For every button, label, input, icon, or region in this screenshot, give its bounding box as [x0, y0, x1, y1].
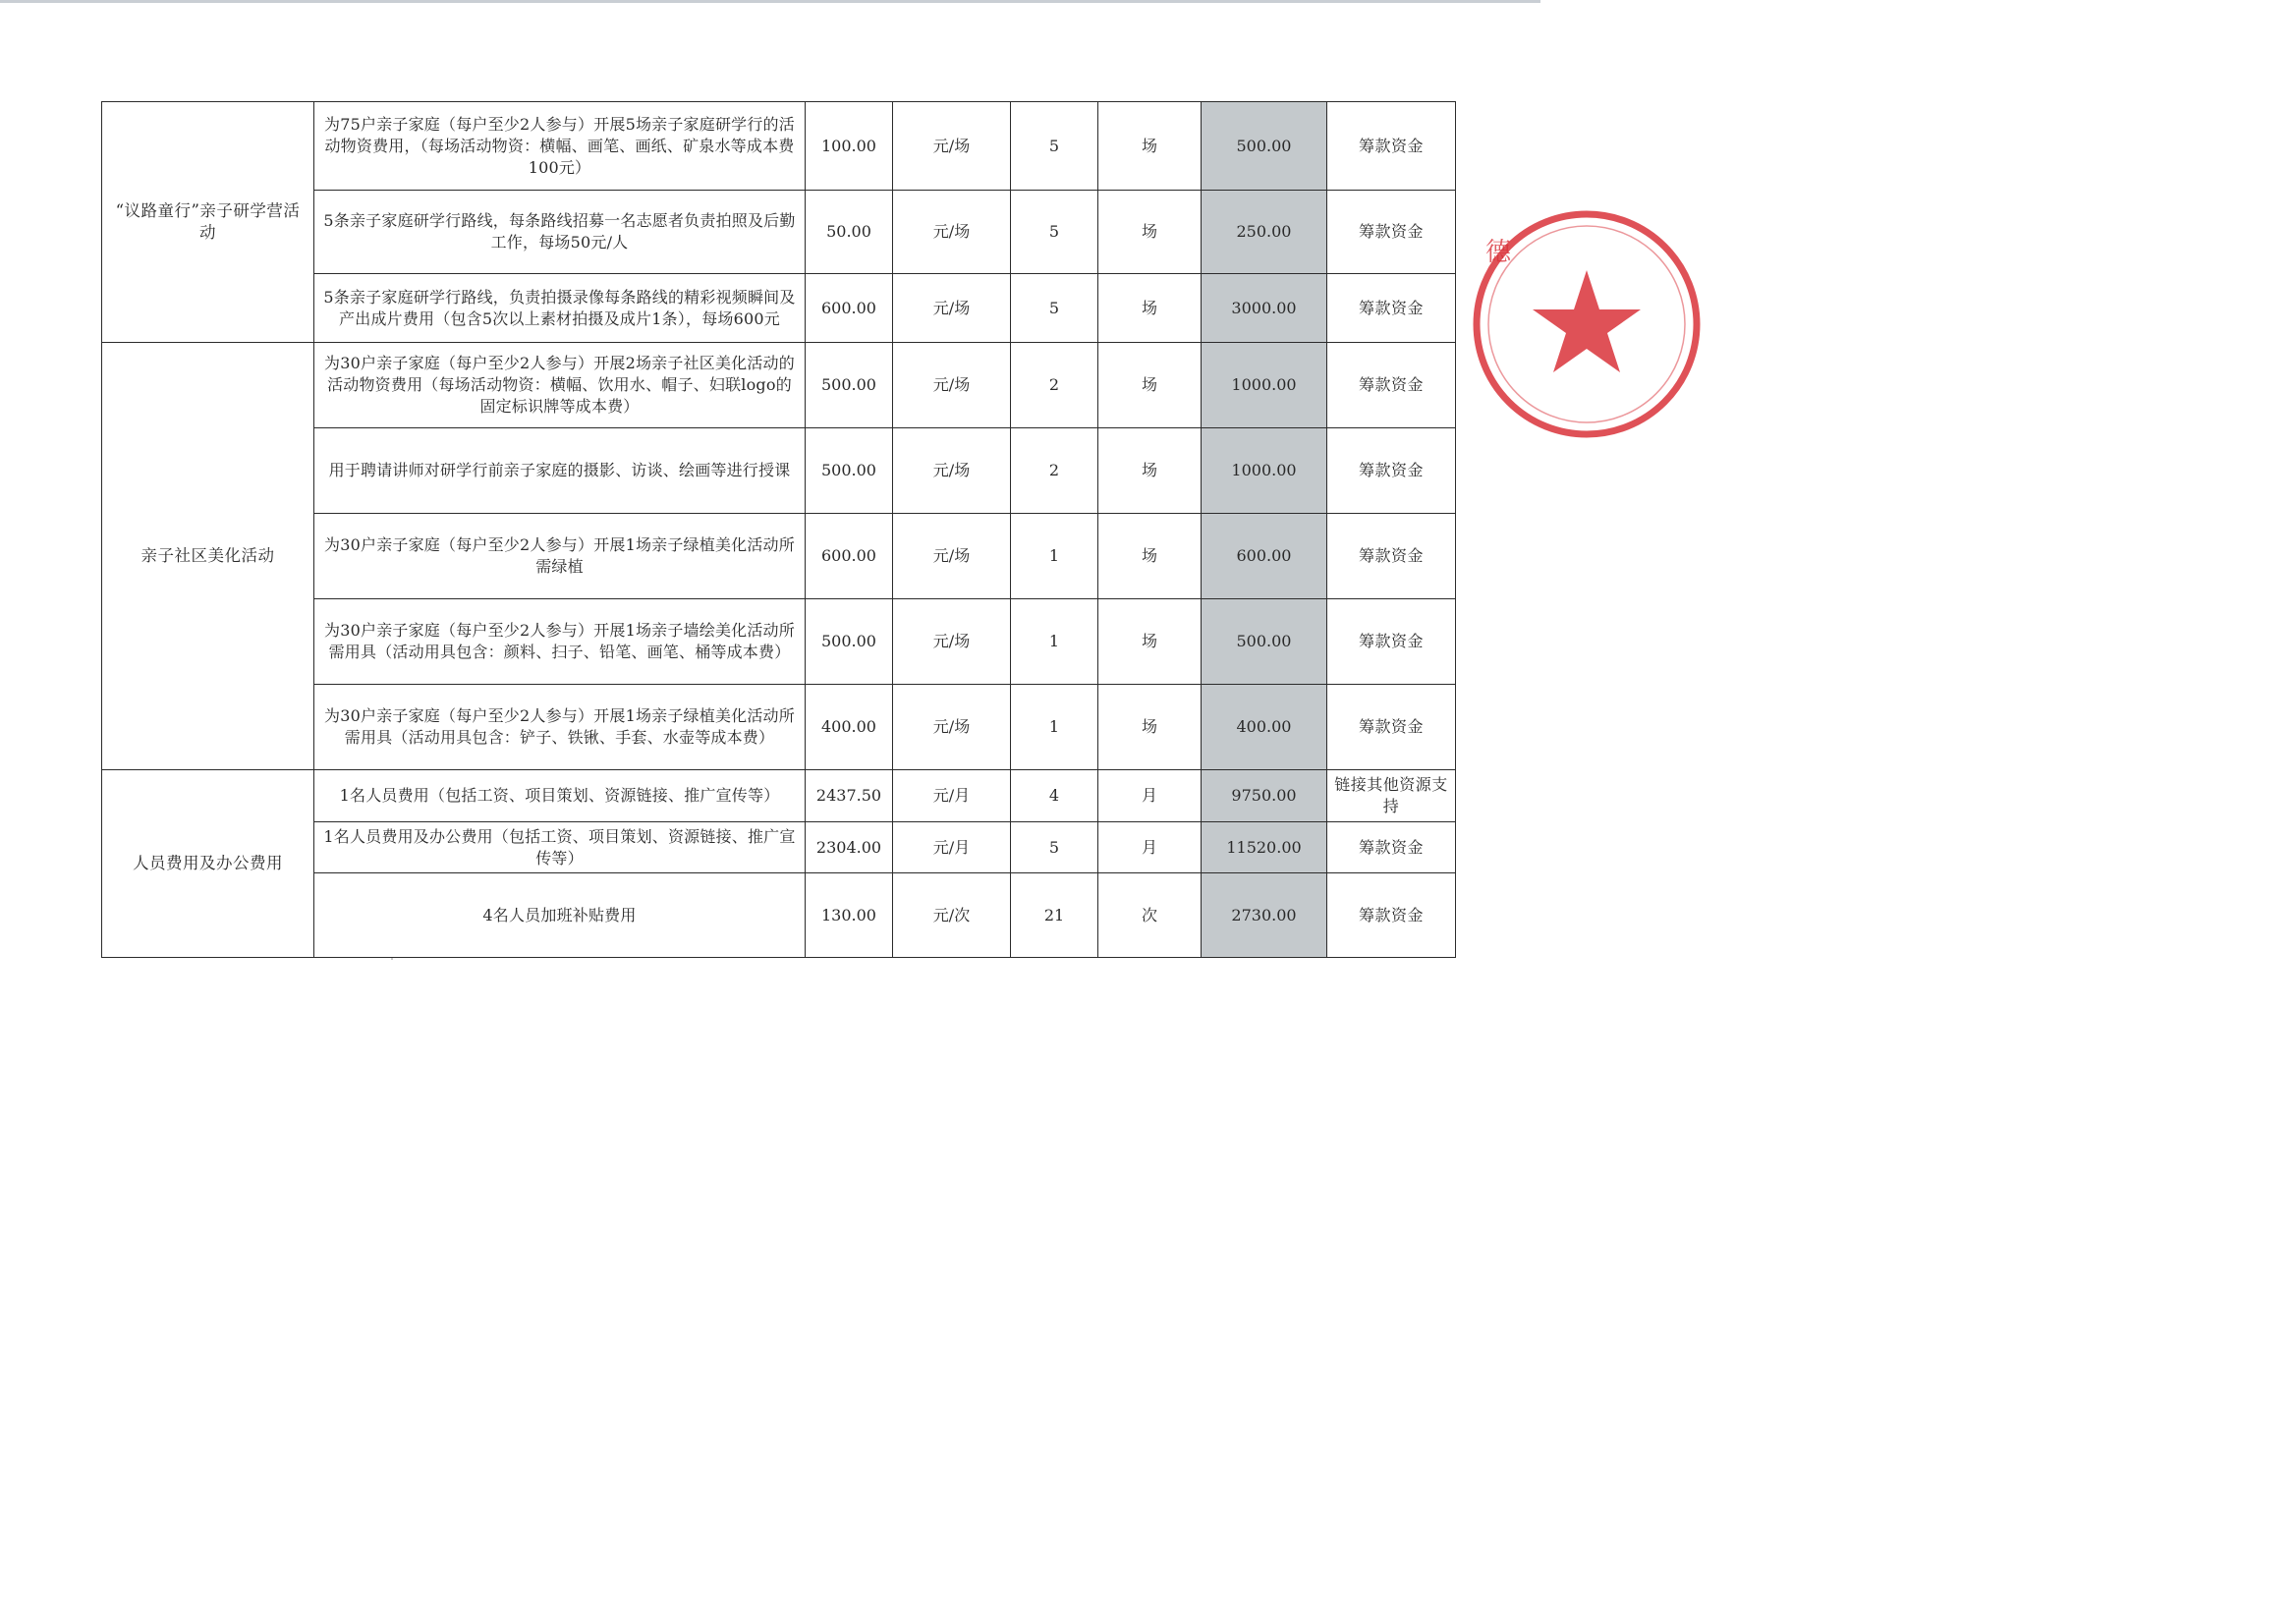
seal-char: 德 — [1485, 238, 1512, 267]
desc-cell: 1名人员费用（包括工资、项目策划、资源链接、推广宣传等） — [314, 770, 806, 822]
qty-unit-cell: 场 — [1098, 514, 1202, 599]
page-top-edge — [0, 0, 1540, 3]
category-cell: 亲子社区美化活动 — [102, 343, 314, 770]
source-cell: 筹款资金 — [1327, 514, 1456, 599]
qty-cell: 1 — [1011, 599, 1098, 685]
total-cell: 600.00 — [1202, 514, 1327, 599]
source-cell: 筹款资金 — [1327, 873, 1456, 958]
unit-cell: 元/场 — [893, 102, 1011, 191]
desc-cell: 用于聘请讲师对研学行前亲子家庭的摄影、访谈、绘画等进行授课 — [314, 428, 806, 514]
total-cell: 400.00 — [1202, 685, 1327, 770]
scan-speck — [391, 958, 393, 960]
unit-cell: 元/次 — [893, 873, 1011, 958]
total-cell: 250.00 — [1202, 191, 1327, 274]
desc-cell: 4名人员加班补贴费用 — [314, 873, 806, 958]
total-cell: 500.00 — [1202, 599, 1327, 685]
desc-cell: 5条亲子家庭研学行路线，负责拍摄录像每条路线的精彩视频瞬间及产出成片费用（包含5次以上素材拍摄及成片1条），每场600元 — [314, 274, 806, 343]
table-row — [102, 102, 1456, 191]
price-cell: 2304.00 — [806, 822, 893, 873]
qty-unit-cell: 场 — [1098, 343, 1202, 428]
source-cell: 筹款资金 — [1327, 428, 1456, 514]
qty-cell: 1 — [1011, 685, 1098, 770]
qty-cell: 5 — [1011, 822, 1098, 873]
price-cell: 50.00 — [806, 191, 893, 274]
source-cell: 筹款资金 — [1327, 102, 1456, 191]
qty-unit-cell: 次 — [1098, 873, 1202, 958]
unit-cell: 元/场 — [893, 685, 1011, 770]
source-cell: 筹款资金 — [1327, 343, 1456, 428]
price-cell: 600.00 — [806, 514, 893, 599]
category-cell: “议路童行”亲子研学营活动 — [102, 102, 314, 343]
total-cell: 1000.00 — [1202, 343, 1327, 428]
unit-cell: 元/场 — [893, 599, 1011, 685]
price-cell: 500.00 — [806, 599, 893, 685]
qty-cell: 2 — [1011, 428, 1098, 514]
qty-cell: 5 — [1011, 191, 1098, 274]
total-cell: 1000.00 — [1202, 428, 1327, 514]
desc-cell: 为30户亲子家庭（每户至少2人参与）开展1场亲子绿植美化活动所需绿植 — [314, 514, 806, 599]
qty-unit-cell: 月 — [1098, 822, 1202, 873]
red-seal-stamp — [1464, 201, 1572, 447]
price-cell: 130.00 — [806, 873, 893, 958]
source-cell: 筹款资金 — [1327, 822, 1456, 873]
desc-cell: 为75户亲子家庭（每户至少2人参与）开展5场亲子家庭研学行的活动物资费用，（每场活动物资：横幅、画笔、画纸、矿泉水等成本费100元） — [314, 102, 806, 191]
desc-cell: 1名人员费用及办公费用（包括工资、项目策划、资源链接、推广宣传等） — [314, 822, 806, 873]
category-cell: 人员费用及办公费用 — [102, 770, 314, 958]
source-cell: 筹款资金 — [1327, 599, 1456, 685]
qty-unit-cell: 场 — [1098, 428, 1202, 514]
unit-cell: 元/月 — [893, 770, 1011, 822]
seal-graphic — [1464, 201, 1572, 447]
total-cell: 500.00 — [1202, 102, 1327, 191]
budget-table — [101, 101, 1456, 958]
unit-cell: 元/场 — [893, 428, 1011, 514]
qty-cell: 2 — [1011, 343, 1098, 428]
unit-cell: 元/场 — [893, 274, 1011, 343]
unit-cell: 元/场 — [893, 343, 1011, 428]
qty-cell: 21 — [1011, 873, 1098, 958]
unit-cell: 元/场 — [893, 514, 1011, 599]
desc-cell: 5条亲子家庭研学行路线，每条路线招募一名志愿者负责拍照及后勤工作，每场50元/人 — [314, 191, 806, 274]
price-cell: 500.00 — [806, 428, 893, 514]
qty-unit-cell: 场 — [1098, 599, 1202, 685]
qty-unit-cell: 场 — [1098, 191, 1202, 274]
desc-cell: 为30户亲子家庭（每户至少2人参与）开展1场亲子墙绘美化活动所需用具（活动用具包含：颜料、扫子、铅笔、画笔、桶等成本费） — [314, 599, 806, 685]
desc-cell: 为30户亲子家庭（每户至少2人参与）开展1场亲子绿植美化活动所需用具（活动用具包含：铲子、铁锹、手套、水壶等成本费） — [314, 685, 806, 770]
qty-unit-cell: 场 — [1098, 102, 1202, 191]
qty-unit-cell: 场 — [1098, 685, 1202, 770]
unit-cell: 元/场 — [893, 191, 1011, 274]
total-cell: 11520.00 — [1202, 822, 1327, 873]
source-cell: 链接其他资源支持 — [1327, 770, 1456, 822]
unit-cell: 元/月 — [893, 822, 1011, 873]
price-cell: 400.00 — [806, 685, 893, 770]
source-cell: 筹款资金 — [1327, 274, 1456, 343]
qty-cell: 5 — [1011, 274, 1098, 343]
total-cell: 9750.00 — [1202, 770, 1327, 822]
qty-unit-cell: 月 — [1098, 770, 1202, 822]
table-row — [102, 770, 1456, 822]
qty-unit-cell: 场 — [1098, 274, 1202, 343]
desc-cell: 为30户亲子家庭（每户至少2人参与）开展2场亲子社区美化活动的活动物资费用（每场活动物资：横幅、饮用水、帽子、妇联logo的固定标识牌等成本费） — [314, 343, 806, 428]
total-cell: 2730.00 — [1202, 873, 1327, 958]
qty-cell: 5 — [1011, 102, 1098, 191]
price-cell: 500.00 — [806, 343, 893, 428]
price-cell: 600.00 — [806, 274, 893, 343]
source-cell: 筹款资金 — [1327, 191, 1456, 274]
table-row — [102, 343, 1456, 428]
qty-cell: 4 — [1011, 770, 1098, 822]
total-cell: 3000.00 — [1202, 274, 1327, 343]
price-cell: 2437.50 — [806, 770, 893, 822]
source-cell: 筹款资金 — [1327, 685, 1456, 770]
qty-cell: 1 — [1011, 514, 1098, 599]
price-cell: 100.00 — [806, 102, 893, 191]
